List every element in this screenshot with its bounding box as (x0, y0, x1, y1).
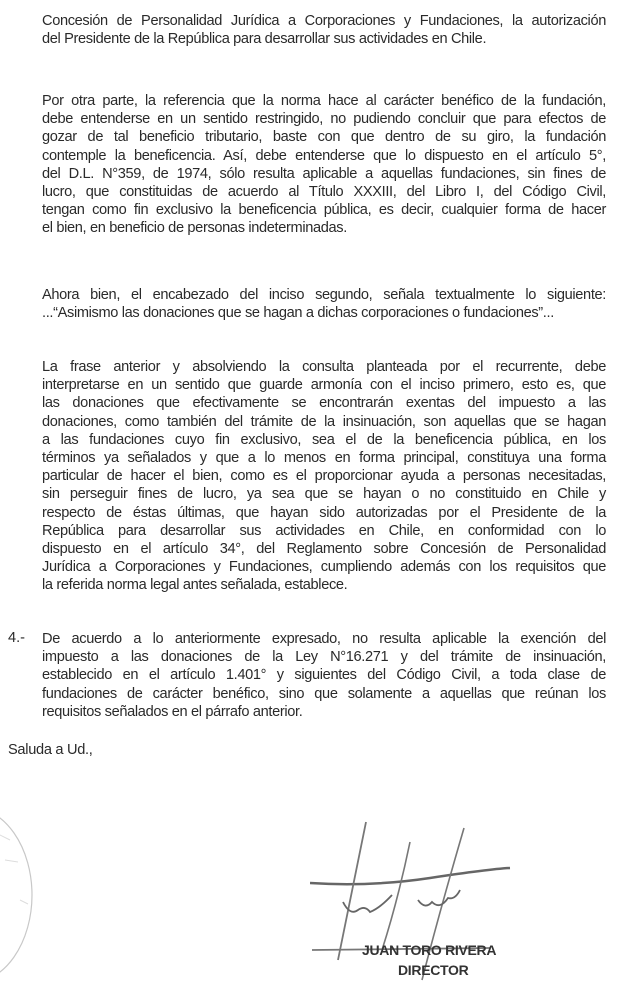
closing-salutation: Saluda a Ud., (8, 742, 93, 758)
signatory-name: JUAN TORO RIVERA (362, 942, 497, 958)
text-line: las donaciones que efectivamente se encontrarán exentas del impuesto a las (42, 395, 606, 412)
text-line: respecto de éstas últimas, que hayan sido autorizadas por el Presidente de la (42, 504, 606, 521)
paragraph (42, 358, 606, 595)
text-line: interpretarse en un sentido que guarde armonía con el inciso primero, esto es, que (42, 377, 606, 394)
text-line: contemple la beneficencia. Así, debe entenderse que lo dispuesto en el artículo 5°, (42, 147, 606, 164)
signatory-title: DIRECTOR (398, 962, 469, 978)
text-line: dispuesto en el artículo 34°, del Reglamento sobre Concesión de Personalidad (42, 541, 606, 558)
text-line: Jurídica a Corporaciones y Fundaciones, cumpliendo además con los requisitos que (42, 559, 606, 576)
paragraph (42, 630, 606, 721)
text-line: Ahora bien, el encabezado del inciso segundo, señala textualmente lo siguiente: (42, 287, 606, 303)
official-stamp (0, 800, 60, 1000)
text-line: impuesto a las donaciones de la Ley N°16.271 y del trámite de insinuación, (42, 649, 606, 666)
text-line: De acuerdo a lo anteriormente expresado, no resulta aplicable la exención del (42, 631, 606, 647)
text-line: lucro, que constituidas de acuerdo al Título XXXIII, del Libro I, del Código Civil, (42, 184, 606, 201)
text-line: debe entenderse en un sentido restringido, no pudiendo concluir que para efectos de (42, 111, 606, 128)
text-line: a las fundaciones cuyo fin exclusivo, sea el de la beneficencia pública, en los (42, 431, 606, 448)
text-line: La frase anterior y absolviendo la consulta planteada por el recurrente, debe (42, 359, 606, 375)
paragraph (42, 92, 606, 238)
text-line: Por otra parte, la referencia que la norma hace al carácter benéfico de la fundación, (42, 93, 606, 109)
text-line: particular de hacer el bien, como es el proporcionar ayuda a personas necesitadas, (42, 468, 606, 485)
paragraph (42, 286, 606, 322)
text-line: del Presidente de la República para desarrollar sus actividades en Chile. (42, 31, 487, 48)
text-line: fundaciones de carácter benéfico, sino que solamente a aquellas que reúnan los (42, 685, 606, 702)
text-line: del D.L. N°359, de 1974, sólo resulta aplicable a aquellas fundaciones, sin fines de (42, 165, 606, 182)
item-number: 4.- (8, 630, 26, 646)
text-line: donaciones, como también del trámite de la insinuación, son aquellas que se hagan (42, 413, 606, 430)
text-line: Concesión de Personalidad Jurídica a Corporaciones y Fundaciones, la autorización (42, 13, 606, 29)
text-line: República para desarrollar sus actividades en Chile, en conformidad con lo (42, 522, 606, 539)
text-line: ...“Asimismo las donaciones que se hagan a dichas corporaciones o fundaciones”... (42, 305, 554, 322)
text-line: el bien, en beneficio de personas indeterminadas. (42, 220, 347, 237)
text-line: términos ya señalados y que a lo menos en forma principal, constituya una forma (42, 450, 606, 467)
text-line: requisitos señalados en el párrafo anterior. (42, 703, 303, 720)
text-line: gozar de tal beneficio tributario, baste con que dentro de su giro, la fundación (42, 129, 606, 146)
text-line: la referida norma legal antes señalada, establece. (42, 577, 348, 594)
text-line: tengan como fin exclusivo la beneficencia pública, es decir, cualquier forma de hacer (42, 202, 606, 219)
text-line: establecido en el artículo 1.401° y siguientes del Código Civil, a toda clase de (42, 667, 606, 684)
paragraph (42, 12, 606, 48)
text-line: sin perseguir fines de lucro, ya sea que se hayan o no constituido en Chile y (42, 486, 606, 503)
